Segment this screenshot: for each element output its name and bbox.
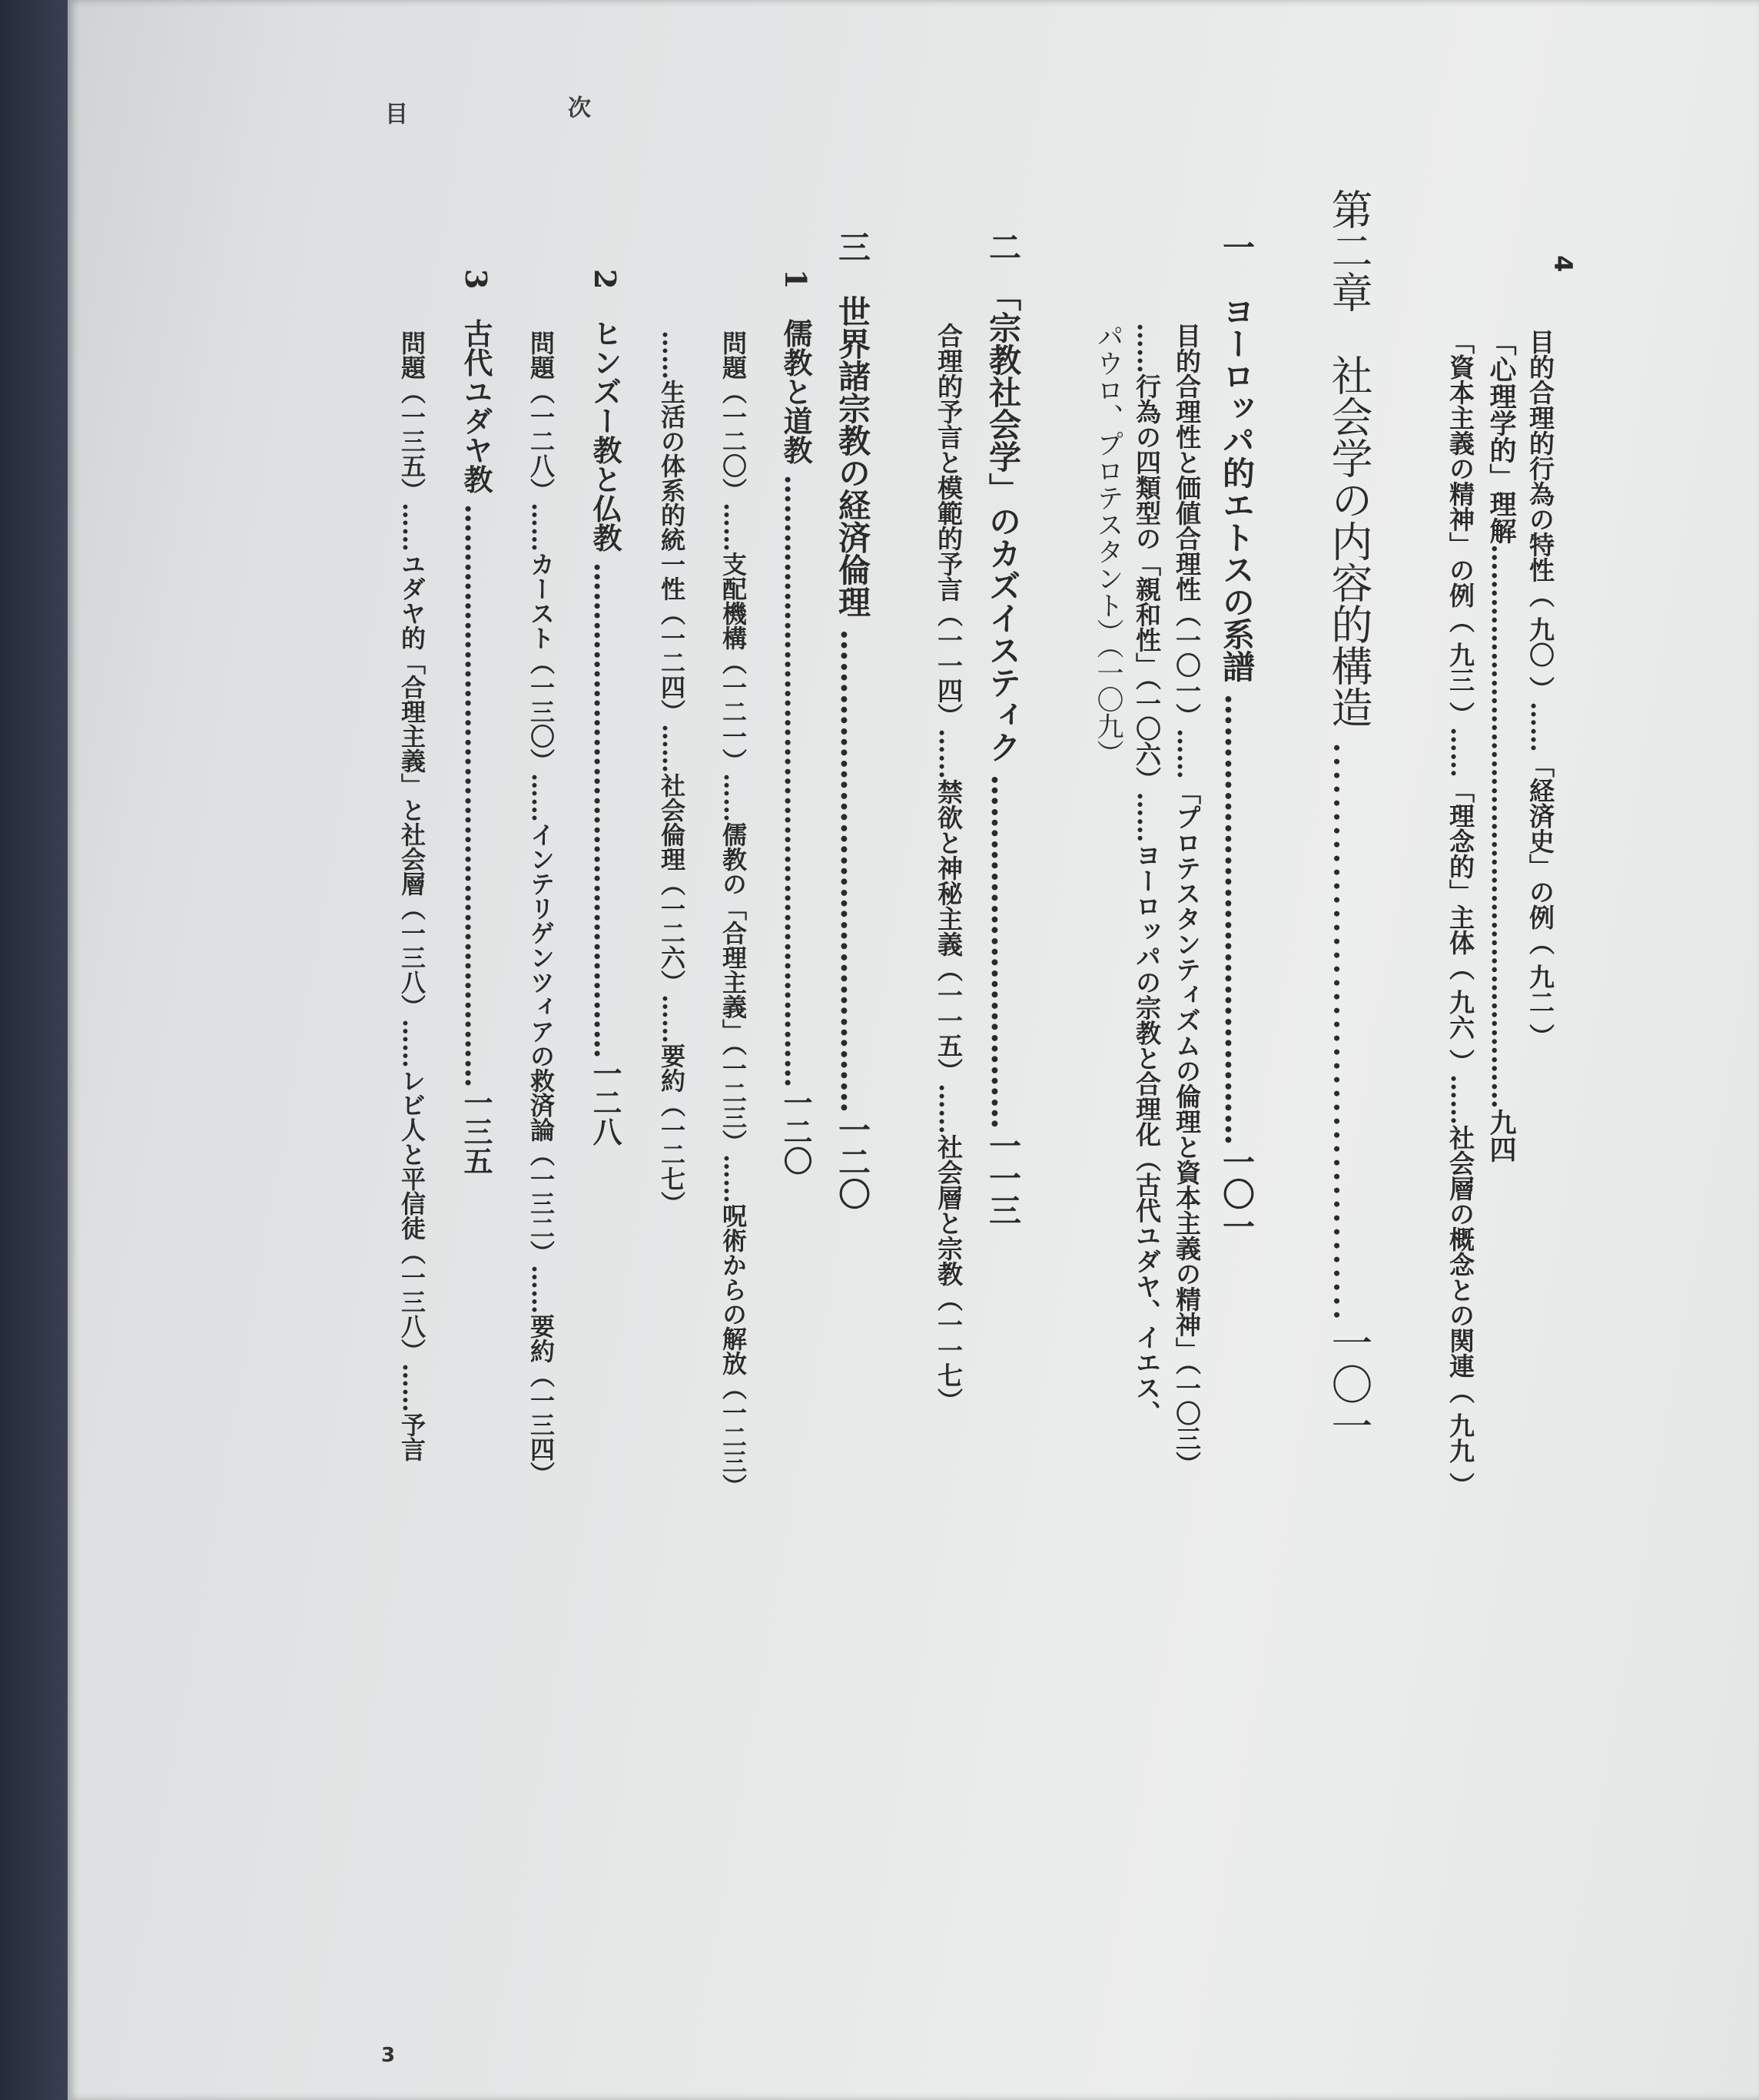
toc-section-1-title: 一 ヨーロッパ的エトスの系譜 ……………………………………一〇一 — [1218, 231, 1256, 1242]
toc-section-1-subitems-a: 目的合理性と価値合理性（一〇一）……「プロテスタンティズムの倫理と資本主義の精神」（一〇三） — [1172, 323, 1202, 1477]
header-moku: 目 — [380, 101, 407, 124]
book-page — [68, 0, 1759, 2100]
toc-subsection-3-title: 3 古代ユダヤ教 ……………………………………………………一三五 — [459, 269, 493, 1176]
toc-subsection-2-items: 問題（一二八）……カースト（一三〇）……インテリゲンツィアの救済論（一三二）……要約（一三四） — [526, 330, 556, 1486]
toc-section-3-title: 三 世界諸宗教の経済倫理 ………………………………………一二〇 — [834, 231, 871, 1210]
header-ji: 次 — [563, 95, 590, 118]
page-number: 3 — [381, 2044, 396, 2067]
toc-section-2-subitems: 合理的予言と模範的予言（一一四）……禁欲と神秘主義（一一五）……社会層と宗教（一一七） — [934, 323, 964, 1413]
toc-line-section-4-subitems: 目的合理的行為の特性（ 九〇 ）……「経済史」の例（ 九二 ） — [1525, 329, 1555, 1049]
toc-subsection-3-items: 問題（一三五）……ユダヤ的「合理主義」と社会層（一三八）……レビ人と平信徒（一三八）……予言 — [397, 330, 426, 1461]
toc-line-psychological-understanding: 「心理学的」理解………………………………………………………九四 — [1485, 329, 1517, 1163]
toc-line-capitalism-spirit-subitems: 「資本主義の精神」の例（ 九三 ）……「理念的」主体（ 九六 ）……社会層の概念との関連（ 九九 ） — [1445, 329, 1475, 1498]
toc-section-2-title: 二 「宗教社会学」のカズイスティク ……………………………一一三 — [984, 231, 1022, 1226]
desk-background — [0, 0, 69, 2100]
toc-subsection-1-items-a: 問題（一二〇）……支配機構（一二一）……儒教の「合理主義」（一二三）……呪術からの解放（一二三） — [719, 330, 748, 1498]
toc-subsection-2-title: 2 ヒンズー教と仏教 ……………………………………………一二八 — [588, 269, 622, 1146]
toc-chapter-2-title: 第二章 社会学の内容的構造 ……………………………………一〇一 — [1325, 188, 1373, 1447]
toc-section-1-subitems-b: ……行為の四類型の「親和性」（一〇六）……ヨーロッパの宗教と合理化（古代ユダヤ、イエス、 — [1132, 323, 1162, 1426]
toc-section-1-subitems-c: パウロ、プロテスタント）（一〇九） — [1093, 323, 1123, 767]
toc-subsection-1-items-b: ……生活の体系的統一性（一二四）……社会倫理（一二六）……要約（一二七） — [657, 330, 686, 1216]
toc-line-section-4-number: 4 — [1548, 255, 1578, 273]
toc-subsection-1-title: 1 儒教と道教 ………………………………………………………一二〇 — [778, 269, 813, 1176]
